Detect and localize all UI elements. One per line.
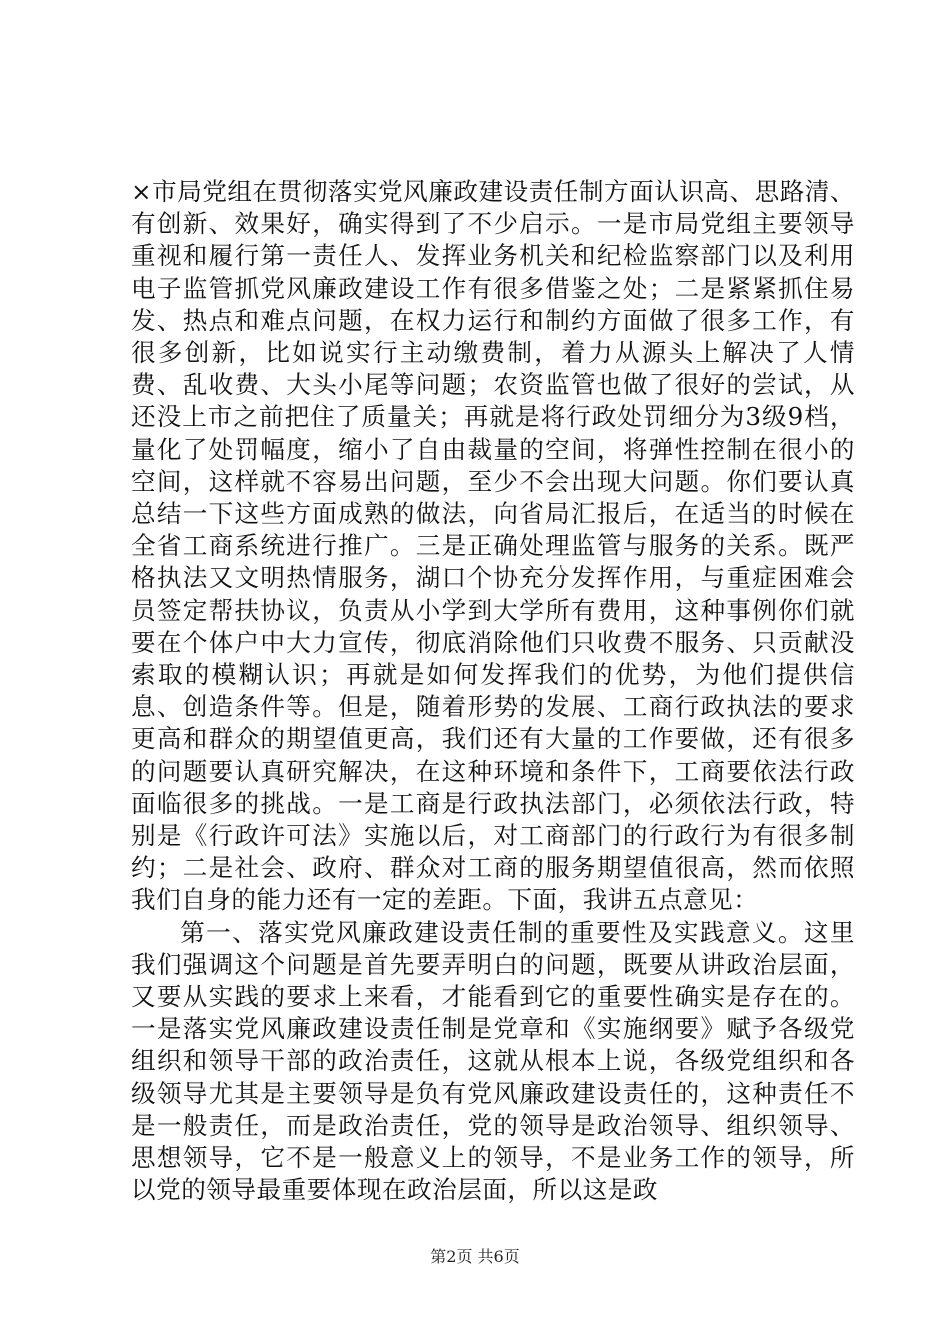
paragraph-2: 第一、落实党风廉政建设责任制的重要性及实践意义。这里我们强调这个问题是首先要弄明白的问题，既要从讲政治层面，又要从实践的要求上来看，才能看到它的重要性确实是存在的。一是落实党风廉政建设责任制是党章和《实施纲要》赋予各级党组织和领导干部的政治责任，这就从根本上说，各级党组织和各级领导尤其是主要领导是负有党风廉政建设责任的，这种责任不是一般责任，而是政治责任，党的领导是政治领导、组织领导、思想领导，它不是一般意义上的领导，不是业务工作的领导，所以党的领导最重要体现在政治层面，所以这是政 (131, 917, 855, 1205)
paragraph-1: ×市局党组在贯彻落实党风廉政建设责任制方面认识高、思路清、有创新、效果好，确实得到了不少启示。一是市局党组主要领导重视和履行第一责任人、发挥业务机关和纪检监察部门以及利用电子监管抓党风廉政建设工作有很多借鉴之处；二是紧紧抓住易发、热点和难点问题，在权力运行和制约方面做了很多工作，有很多创新，比如说实行主动缴费制，着力从源头上解决了人情费、乱收费、大头小尾等问题；农资监管也做了很好的尝试，从还没上市之前把住了质量关；再就是将行政处罚细分为3级9档，量化了处罚幅度，缩小了自由裁量的空间，将弹性控制在很小的空间，这样就不容易出问题，至少不会出现大问题。你们要认真总结一下这些方面成熟的做法，向省局汇报后，在适当的时候在全省工商系统进行推广。三是正确处理监管与服务的关系。既严格执法又文明热情服务，湖口个协充分发挥作用，与重症困难会员签定帮扶协议，负责从小学到大学所有费用，这种事例你们就要在个体户中大力宣传，彻底消除他们只收费不服务、只贡献没索取的模糊认识；再就是如何发挥我们的优势，为他们提供信息、创造条件等。但是，随着形势的发展、工商行政执法的要求更高和群众的期望值更高，我们还有大量的工作要做，还有很多的问题要认真研究解决，在这种环境和条件下，工商要依法行政面临很多的挑战。一是工商是行政执法部门，必须依法行政，特别是《行政许可法》实施以后，对工商部门的行政行为有很多制约；二是社会、政府、群众对工商的服务期望值很高，然而依照我们自身的能力还有一定的差距。下面，我讲五点意见： (131, 177, 855, 915)
page-number-footer: 第2页 共6页 (430, 1247, 520, 1266)
document-body (131, 176, 855, 1207)
